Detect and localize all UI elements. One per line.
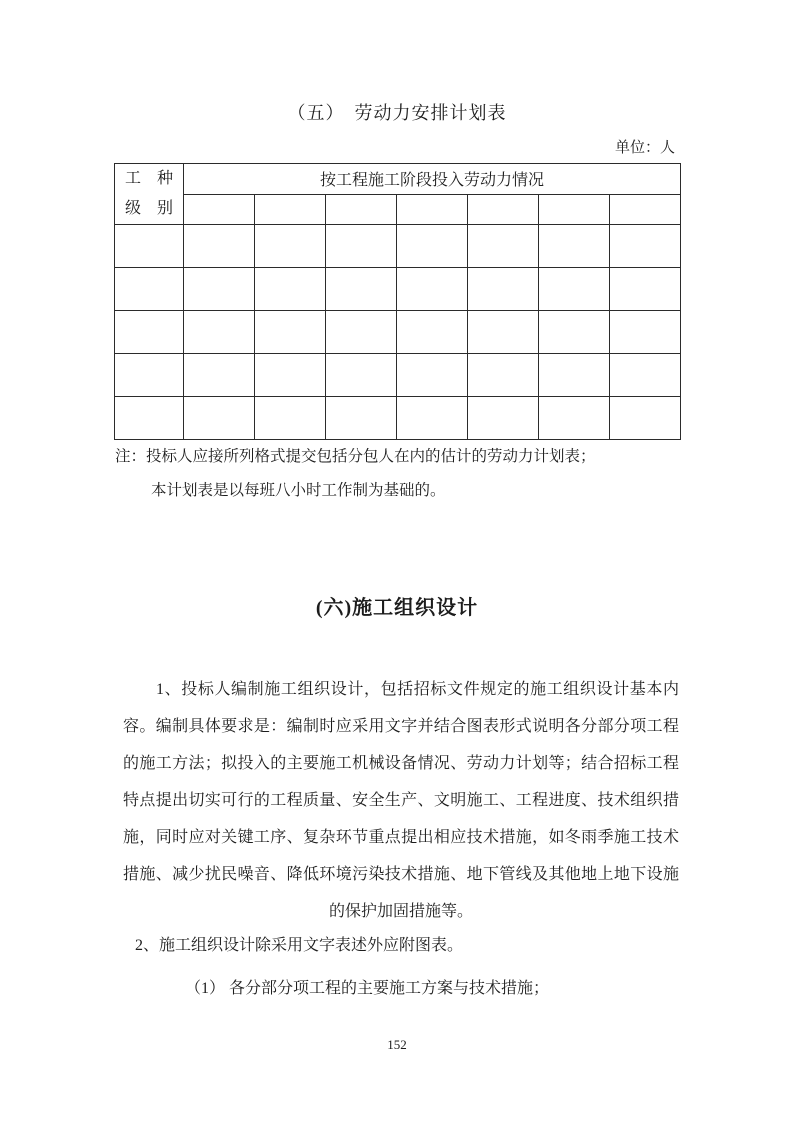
table-cell	[468, 311, 539, 354]
table-cell	[326, 268, 397, 311]
table-header-row	[115, 164, 681, 195]
table-cell	[610, 311, 681, 354]
table-cell	[397, 354, 468, 397]
table-cell	[255, 268, 326, 311]
paragraph-line: 特点提出切实可行的工程质量、安全生产、文明施工、工程进度、技术组织措	[123, 792, 679, 809]
table-note-line-2: 本计划表是以每班八小时工作制为基础的。	[151, 482, 446, 499]
section6-title: (六)施工组织设计	[315, 597, 479, 619]
paragraph-line: 1、投标人编制施工组织设计，包括招标文件规定的施工组织设计基本内	[156, 681, 679, 698]
table-cell	[610, 354, 681, 397]
paragraph-line: 施，同时应对关键工序、复杂环节重点提出相应技术措施，如冬雨季施工技术	[123, 829, 679, 846]
stage-header-cell: 按工程施工阶段投入劳动力情况	[184, 164, 681, 195]
table-cell	[468, 225, 539, 268]
table-cell	[539, 268, 610, 311]
table-cell	[610, 397, 681, 440]
table-cell	[468, 397, 539, 440]
table-cell	[326, 354, 397, 397]
stage-subheader-cell	[184, 194, 255, 225]
table-cell	[255, 225, 326, 268]
table-cell	[326, 225, 397, 268]
table-cell	[115, 225, 184, 268]
table-row	[115, 397, 681, 440]
table-cell	[255, 354, 326, 397]
unit-label: 单位：人	[614, 140, 675, 156]
paragraph-line: 的保护加固措施等。	[328, 903, 473, 920]
table-cell	[115, 354, 184, 397]
section6-item-2-sub-1: （1） 各分部分项工程的主要施工方案与技术措施；	[185, 980, 550, 997]
table-row	[115, 311, 681, 354]
labor-plan-table	[114, 163, 681, 440]
table-row	[115, 225, 681, 268]
paragraph-line: 的施工方法；拟投入的主要施工机械设备情况、劳动力计划等；结合招标工程	[123, 755, 679, 772]
table-row	[115, 268, 681, 311]
table-cell	[115, 311, 184, 354]
stage-subheader-cell	[539, 194, 610, 225]
stage-subheader-cell	[397, 194, 468, 225]
table-note-line-1: 注：投标人应接所列格式提交包括分包人在内的估计的劳动力计划表；	[115, 448, 596, 465]
section6-item-2: 2、施工组织设计除采用文字表述外应附图表。	[135, 937, 464, 954]
grade-label: 级 别	[124, 200, 173, 217]
table-cell	[468, 354, 539, 397]
section6-paragraph-1	[123, 671, 679, 930]
stage-subheader-cell	[326, 194, 397, 225]
table-cell	[397, 311, 468, 354]
table-cell	[539, 225, 610, 268]
table-cell	[115, 268, 184, 311]
table-cell	[539, 354, 610, 397]
table-subheader-row	[115, 194, 681, 225]
table-cell	[184, 268, 255, 311]
table-cell	[184, 397, 255, 440]
table-cell	[184, 225, 255, 268]
table-cell	[468, 268, 539, 311]
stage-subheader-cell	[468, 194, 539, 225]
paragraph-line: 措施、减少扰民噪音、降低环境污染技术措施、地下管线及其他地上地下设施	[123, 866, 679, 883]
table-cell	[397, 397, 468, 440]
table-cell	[539, 311, 610, 354]
table-cell	[539, 397, 610, 440]
table-cell	[255, 311, 326, 354]
table-cell	[184, 311, 255, 354]
table-cell	[255, 397, 326, 440]
table-cell	[115, 397, 184, 440]
table-cell	[397, 225, 468, 268]
page-number: 152	[387, 1037, 407, 1052]
table-cell	[610, 225, 681, 268]
table-cell	[326, 397, 397, 440]
table-cell	[184, 354, 255, 397]
section5-title: （五） 劳动力安排计划表	[287, 103, 507, 123]
table-cell	[610, 268, 681, 311]
stage-subheader-cell	[255, 194, 326, 225]
table-cell	[326, 311, 397, 354]
table-cell	[397, 268, 468, 311]
paragraph-line: 容。编制具体要求是：编制时应采用文字并结合图表形式说明各分部分项工程	[123, 718, 679, 735]
worktype-grade-header-cell	[115, 164, 184, 225]
worktype-label: 工 种	[124, 170, 173, 187]
table-row	[115, 354, 681, 397]
stage-subheader-cell	[610, 194, 681, 225]
